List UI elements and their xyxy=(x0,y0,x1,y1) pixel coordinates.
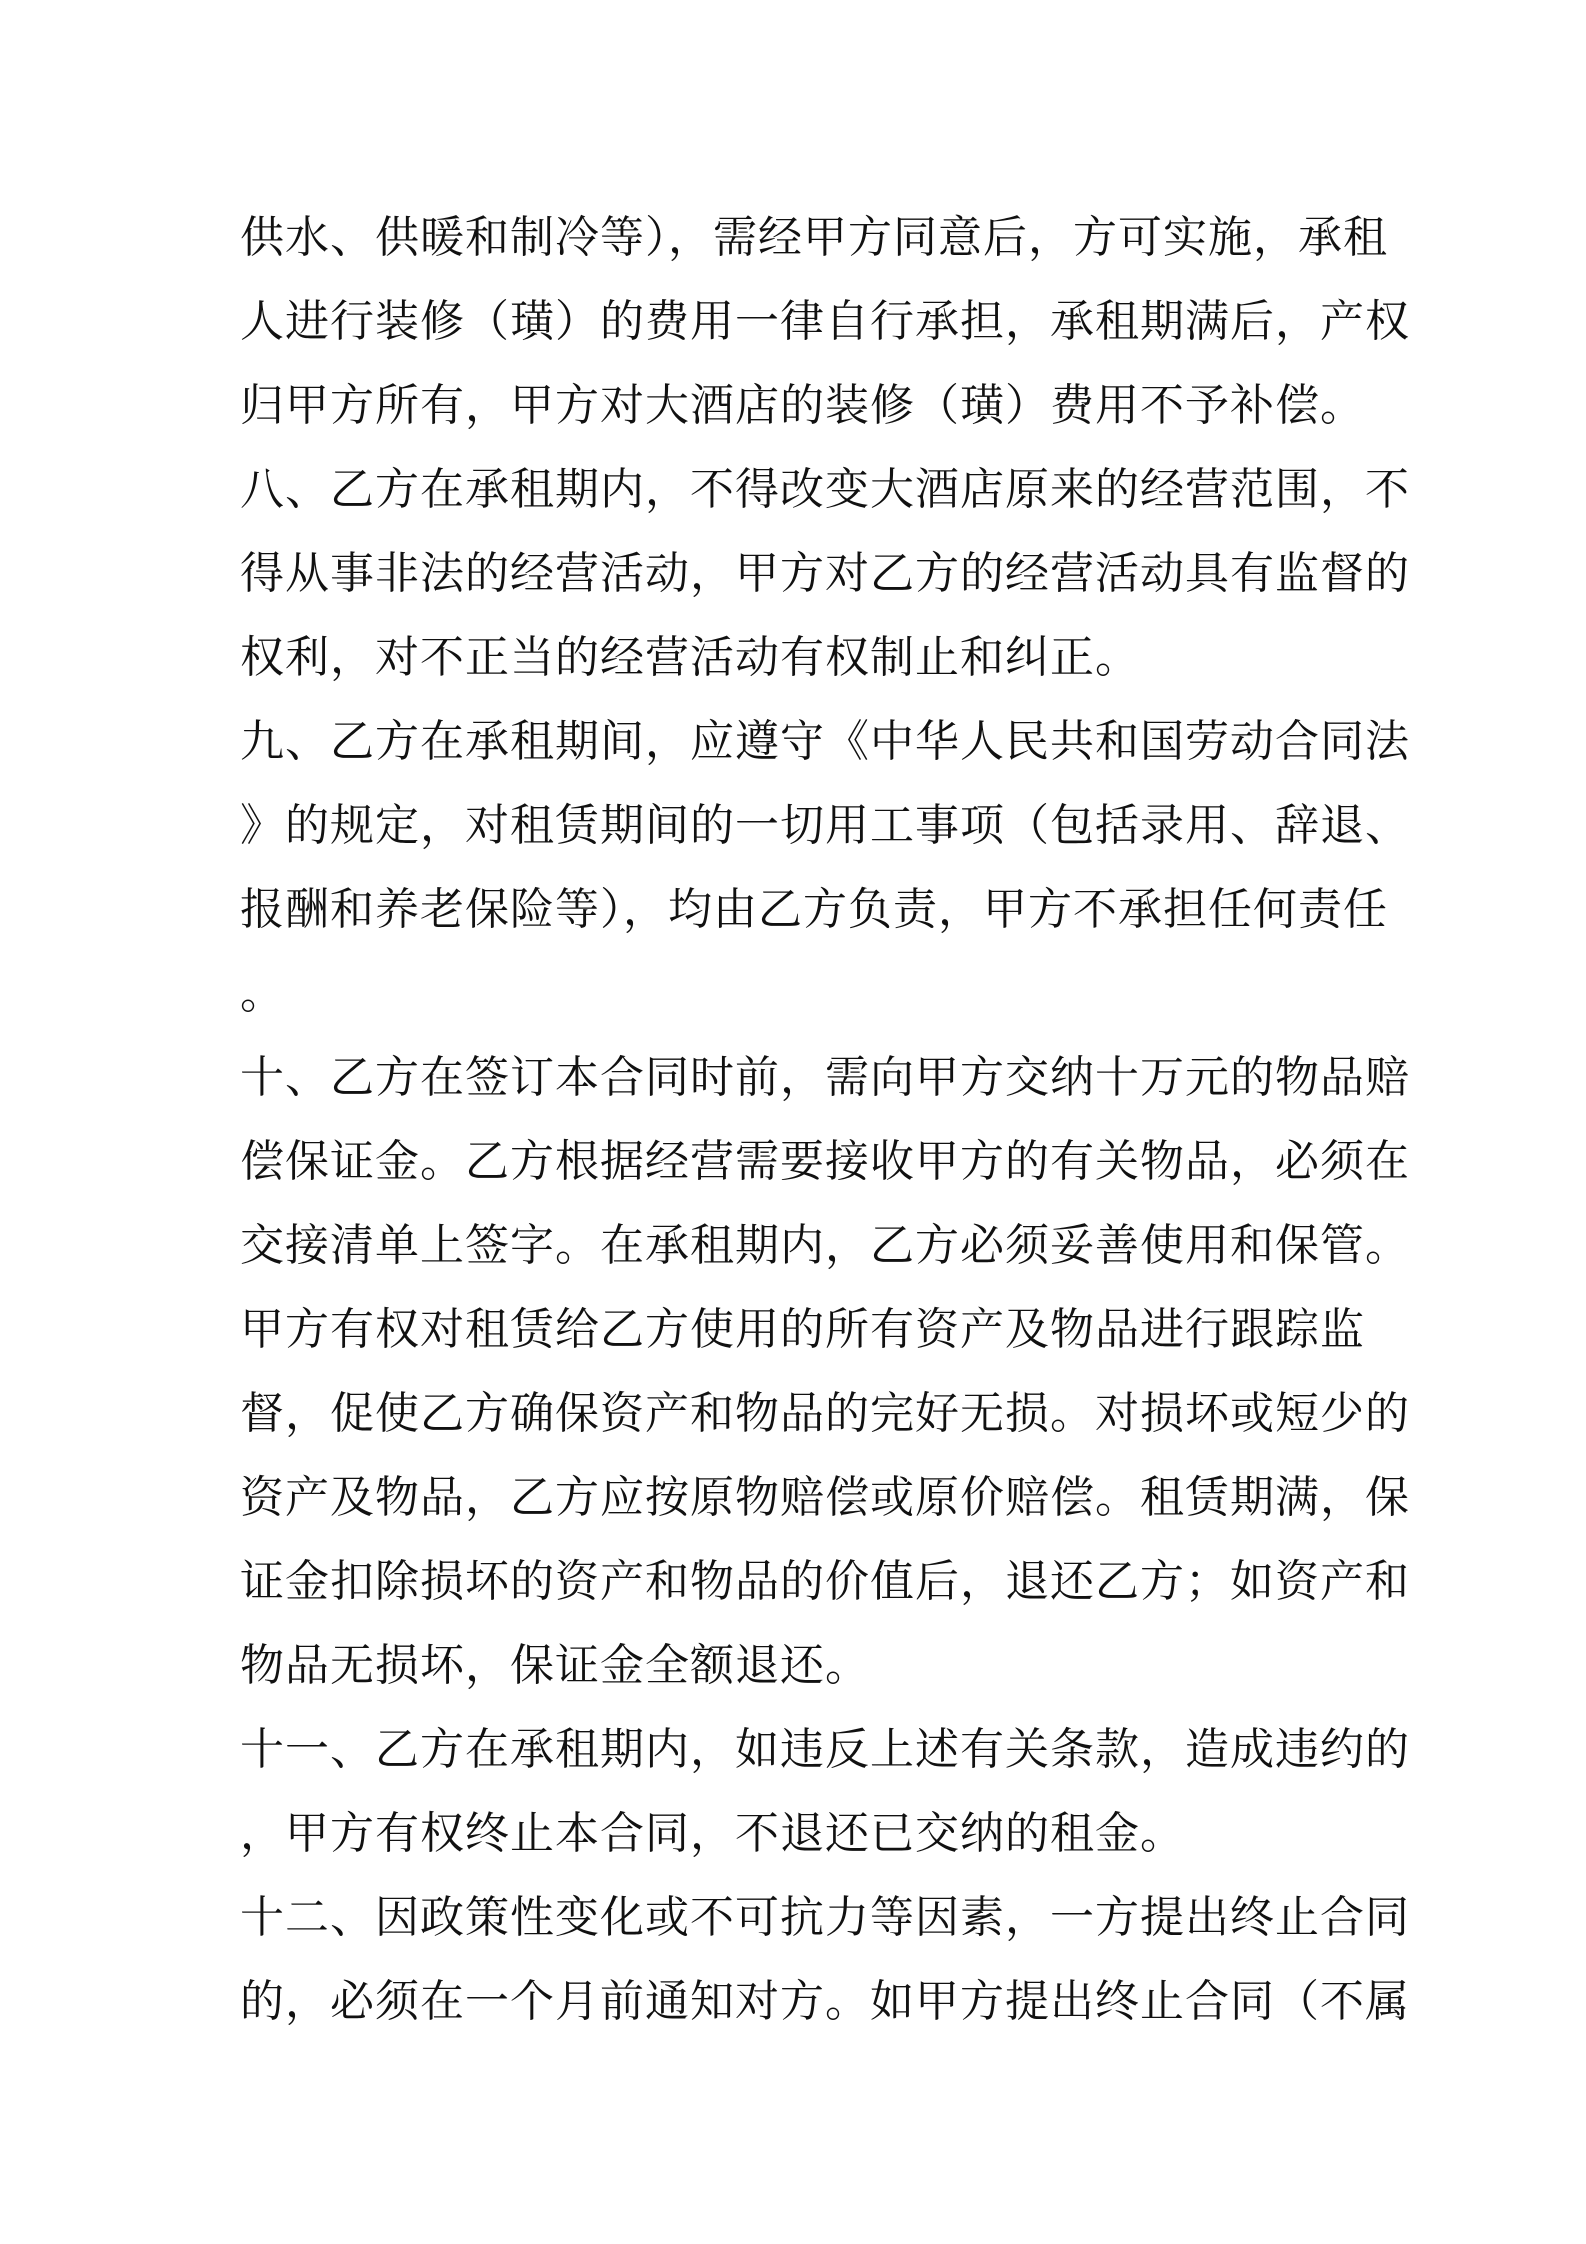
clause-9-line: 九、乙方在承租期间，应遵守《中华人民共和国劳动合同法 xyxy=(240,716,1410,767)
text-line: 甲方有权对租赁给乙方使用的所有资产及物品进行跟踪监 xyxy=(240,1304,1365,1355)
document-body xyxy=(240,196,1410,2044)
text-line: 物品无损坏，保证金全额退还。 xyxy=(240,1640,870,1691)
text-line: 权利，对不正当的经营活动有权制止和纠正。 xyxy=(240,632,1140,683)
text-line: 的，必须在一个月前通知对方。如甲方提出终止合同（不属 xyxy=(240,1976,1410,2027)
text-line: 督，促使乙方确保资产和物品的完好无损。对损坏或短少的 xyxy=(240,1388,1410,1439)
text-line: 。 xyxy=(240,968,285,1019)
clause-12-line: 十二、因政策性变化或不可抗力等因素，一方提出终止合同 xyxy=(240,1892,1410,1943)
text-line: 交接清单上签字。在承租期内，乙方必须妥善使用和保管。 xyxy=(240,1220,1410,1271)
text-line: 资产及物品，乙方应按原物赔偿或原价赔偿。租赁期满，保 xyxy=(240,1472,1410,1523)
text-line: 报酬和养老保险等），均由乙方负责，甲方不承担任何责任 xyxy=(240,884,1388,935)
clause-10-line: 十、乙方在签订本合同时前，需向甲方交纳十万元的物品赔 xyxy=(240,1052,1410,1103)
text-line: 》的规定，对租赁期间的一切用工事项（包括录用、辞退、 xyxy=(240,800,1410,851)
text-line: 人进行装修（璜）的费用一律自行承担，承租期满后，产权 xyxy=(240,296,1410,347)
text-line: 偿保证金。乙方根据经营需要接收甲方的有关物品，必须在 xyxy=(240,1136,1410,1187)
text-line: 得从事非法的经营活动，甲方对乙方的经营活动具有监督的 xyxy=(240,548,1410,599)
text-line: ，甲方有权终止本合同，不退还已交纳的租金。 xyxy=(240,1808,1185,1859)
text-line: 供水、供暖和制冷等），需经甲方同意后，方可实施，承租 xyxy=(240,212,1388,263)
text-line: 证金扣除损坏的资产和物品的价值后，退还乙方；如资产和 xyxy=(240,1556,1410,1607)
text-line: 归甲方所有，甲方对大酒店的装修（璜）费用不予补偿。 xyxy=(240,380,1365,431)
clause-11-line: 十一、乙方在承租期内，如违反上述有关条款，造成违约的 xyxy=(240,1724,1410,1775)
clause-8-line: 八、乙方在承租期内，不得改变大酒店原来的经营范围，不 xyxy=(240,464,1410,515)
